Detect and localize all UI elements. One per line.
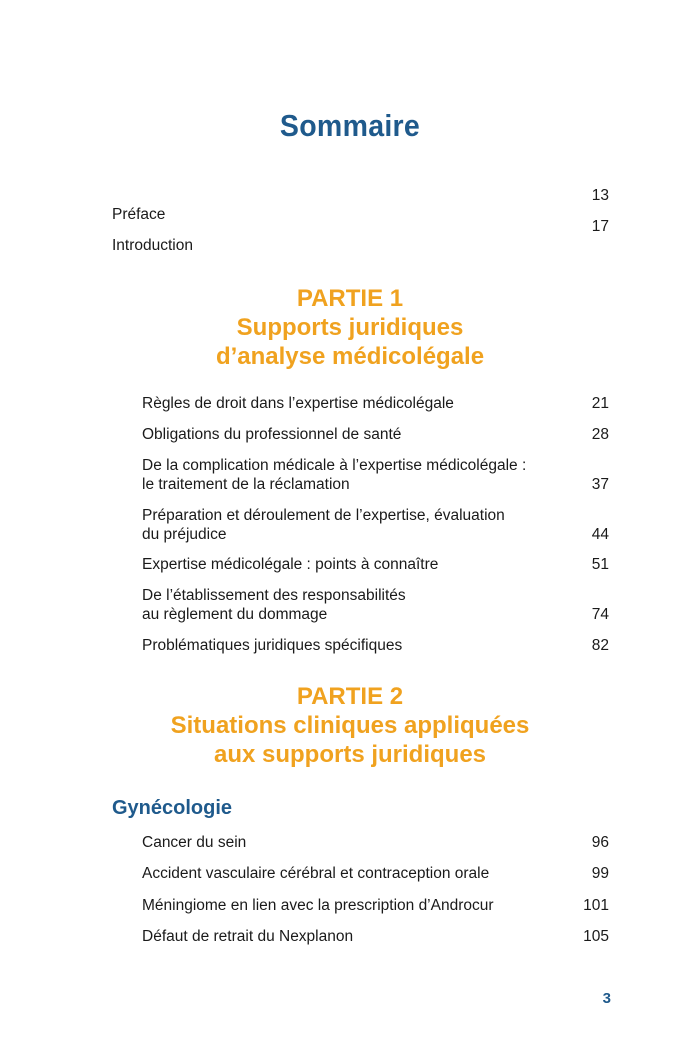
part-1-subtitle-line2: d’analyse médicolégale — [215, 343, 485, 370]
toc-entry-label: Obligations du professionnel de santé — [142, 426, 402, 443]
toc-entry-label: Règles de droit dans l’expertise médicolégale — [142, 395, 454, 412]
toc-entry[interactable] — [0, 586, 700, 624]
page-title: Sommaire — [279, 108, 421, 143]
toc-entry-page: 28 — [591, 426, 609, 443]
toc-entry-page: 51 — [591, 556, 609, 573]
toc-entry[interactable] — [0, 555, 700, 574]
toc-entry-label: Introduction — [112, 237, 193, 254]
part-2-subtitle-line2: aux supports juridiques — [213, 741, 487, 768]
toc-entry-label: Préface — [112, 206, 166, 223]
toc-entry-page: 44 — [591, 526, 609, 543]
toc-entry[interactable] — [0, 864, 700, 883]
toc-entry-page: 96 — [591, 834, 609, 851]
toc-entry[interactable] — [0, 896, 700, 915]
toc-entry[interactable] — [0, 394, 700, 413]
toc-entry-label: Méningiome en lien avec la prescription d’Androcur — [142, 897, 494, 914]
toc-entry-label: Défaut de retrait du Nexplanon — [142, 928, 354, 945]
toc-entry-label: Cancer du sein — [142, 834, 247, 851]
toc-entry[interactable] — [0, 927, 700, 946]
toc-entry-page: 37 — [591, 476, 609, 493]
section-heading-gynecologie: Gynécologie — [112, 797, 233, 819]
part-1-label: PARTIE 1 — [296, 285, 404, 312]
part-1-subtitle-line1: Supports juridiques — [236, 314, 464, 341]
toc-entry[interactable] — [0, 833, 700, 852]
toc-entry-page: 13 — [591, 187, 609, 204]
part-2-heading — [0, 682, 700, 769]
toc-entry-page: 105 — [583, 928, 609, 945]
toc-entry-label: De l’établissement des responsabilités au règlement du dommage — [142, 587, 406, 623]
page-number: 3 — [602, 990, 611, 1007]
toc-entry[interactable] — [0, 425, 700, 444]
toc-entry-page: 82 — [591, 637, 609, 654]
toc-entry-page: 101 — [583, 897, 609, 914]
toc-entry[interactable] — [0, 636, 700, 655]
part-2-subtitle-line1: Situations cliniques appliquées — [170, 712, 530, 739]
toc-entry-page: 21 — [591, 395, 609, 412]
toc-entry[interactable] — [0, 456, 700, 494]
toc-entry-label: Expertise médicolégale : points à connaître — [142, 556, 439, 573]
toc-entry-page: 74 — [591, 606, 609, 623]
toc-entry-label: De la complication médicale à l’expertise médicolégale : le traitement de la réclamation — [142, 457, 527, 493]
toc-entry-label: Accident vasculaire cérébral et contraception orale — [142, 865, 490, 882]
toc-entry[interactable] — [0, 506, 700, 544]
toc-entry-page: 17 — [591, 218, 609, 235]
toc-entry-label: Préparation et déroulement de l’expertise, évaluation du préjudice — [142, 507, 505, 543]
part-1-heading — [0, 284, 700, 371]
part-2-label: PARTIE 2 — [296, 683, 404, 710]
toc-entry-label: Problématiques juridiques spécifiques — [142, 637, 403, 654]
toc-entry-page: 99 — [591, 865, 609, 882]
